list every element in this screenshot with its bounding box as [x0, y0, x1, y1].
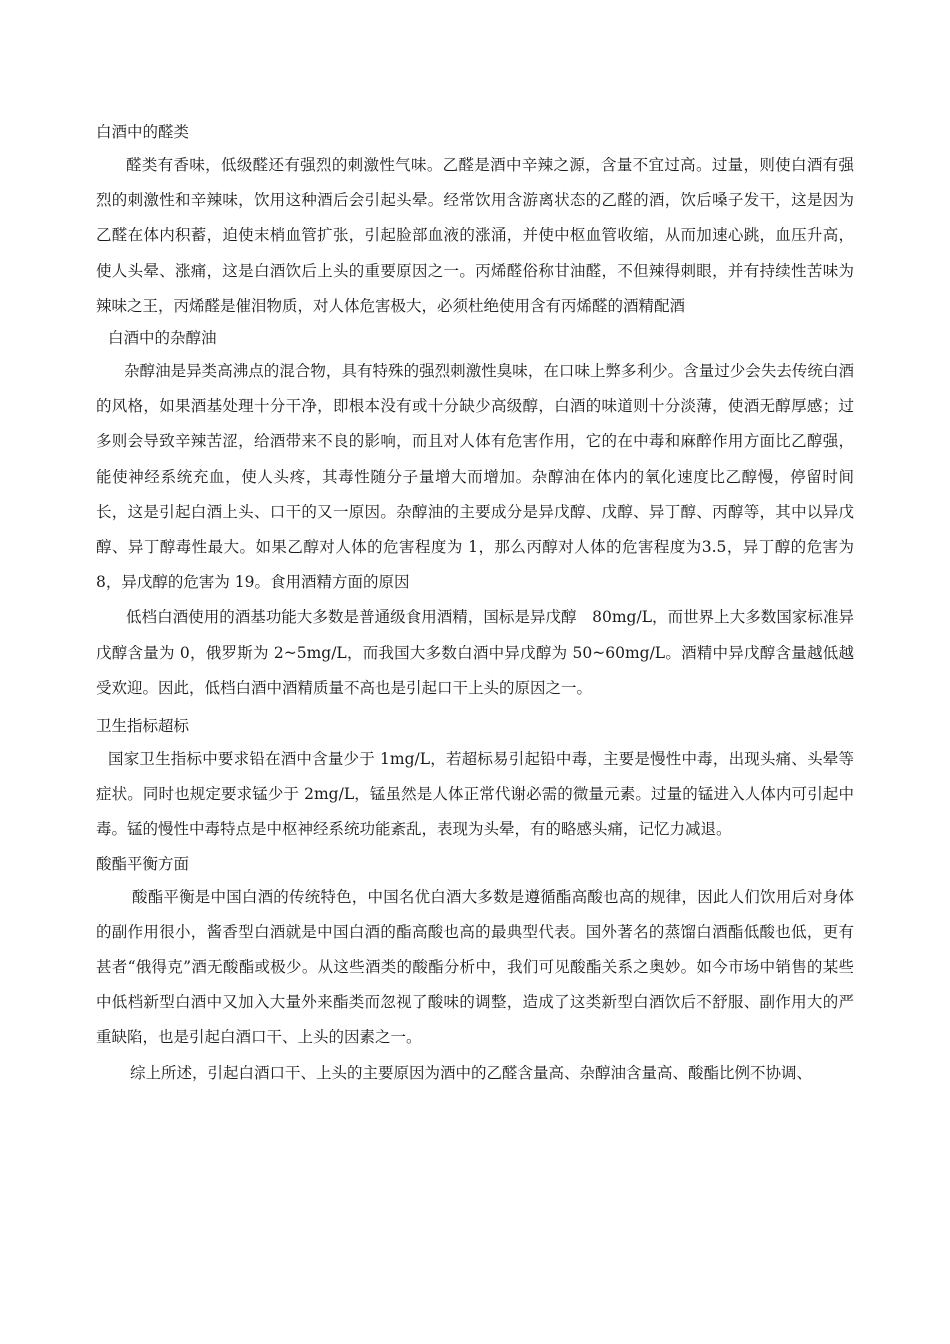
paragraph-aldehydes: 醛类有香味，低级醛还有强烈的刺激性气味。乙醛是酒中辛辣之源，含量不宜过高。过量，则使白酒有强烈的刺激性和辛辣味，饮用这种酒后会引起头晕。经常饮用含游离状态的乙醛的酒，饮后嗓子发干，这是因为乙醛在体内积蓄，迫使末梢血管扩张，引起脸部血液的涨涌，并使中枢血管收缩，从而加速心跳，血压升高，使人头晕、涨痛，这是白酒饮后上头的重要原因之一。丙烯醛俗称甘油醛，不但辣得刺眼，并有持续性苦味为辣味之王，丙烯醛是催泪物质，对人体危害极大，必须杜绝使用含有丙烯醛的酒精配酒 [96, 156, 854, 315]
section-heading-hygiene-standards: 卫生指标超标 [96, 717, 190, 736]
section-heading-fusel-oil: 白酒中的杂醇油 [108, 329, 217, 348]
paragraph-acid-ester-balance: 酸酯平衡是中国白酒的传统特色，中国名优白酒大多数是遵循酯高酸也高的规律，因此人们饮用后对身体的副作用很小，酱香型白酒就是中国白酒的酯高酸也高的最典型代表。国外著名的蒸馏白酒酯低酸也低，更有甚者“俄得克”酒无酸酯或极少。从这些酒类的酸酯分析中，我们可见酸酯关系之奥妙。如今市场中销售的某些中低档新型白酒中又加入大量外来酯类而忽视了酸味的调整，造成了这类新型白酒饮后不舒服、副作用大的严重缺陷，也是引起白酒口干、上头的因素之一。 [96, 887, 854, 1047]
paragraph-hygiene-standards: 国家卫生指标中要求铅在酒中含量少于 1mg/L，若超标易引起铅中毒，主要是慢性中毒，出现头痛、头晕等症状。同时也规定要求锰少于 2mg/L，锰虽然是人体正常代谢必需的微量元素。过量的锰进入人体内可引起中毒。锰的慢性中毒特点是中枢神经系统功能紊乱，表现为头晕，有的略感头痛，记忆力减退。 [96, 750, 854, 839]
paragraph-summary: 综上所述，引起白酒口干、上头的主要原因为酒中的乙醛含量高、杂醇油含量高、酸酯比例不协调、 [130, 1063, 813, 1082]
section-heading-acid-ester-balance: 酸酯平衡方面 [96, 854, 190, 873]
paragraph-low-grade-alcohol: 低档白酒使用的酒基功能大多数是普通级食用酒精，国标是异戊醇 80mg/L，而世界上大多数国家标准异戊醇含量为 0，俄罗斯为 2~5mg/L，而我国大多数白酒中异戊醇为 50~60mg/L。酒精中异戊醇含量越低越受欢迎。因此，低档白酒中酒精质量不高也是引起口干上头的原因之一。 [96, 608, 854, 697]
section-heading-aldehydes: 白酒中的醛类 [96, 123, 190, 141]
document-body [96, 118, 854, 1091]
paragraph-fusel-oil: 杂醇油是异类高沸点的混合物，具有特殊的强烈刺激性臭味，在口味上弊多利少。含量过少会失去传统白酒的风格，如果酒基处理十分干净，即根本没有或十分缺少高级醇，白酒的味道则十分淡薄，使酒无醇厚感；过多则会导致辛辣苦涩，给酒带来不良的影响，而且对人体有危害作用，它的在中毒和麻醉作用方面比乙醇强，能使神经系统充血，使人头疼，其毒性随分子量增大而增加。杂醇油在体内的氧化速度比乙醇慢，停留时间长，这是引起白酒上头、口干的又一原因。杂醇油的主要成分是异戊醇、戊醇、异丁醇、丙醇等，其中以异戊醇、异丁醇毒性最大。如果乙醇对人体的危害程度为 1，那么丙醇对人体的危害程度为3.5，异丁醇的危害为 8，异戊醇的危害为 19。食用酒精方面的原因 [96, 362, 854, 592]
